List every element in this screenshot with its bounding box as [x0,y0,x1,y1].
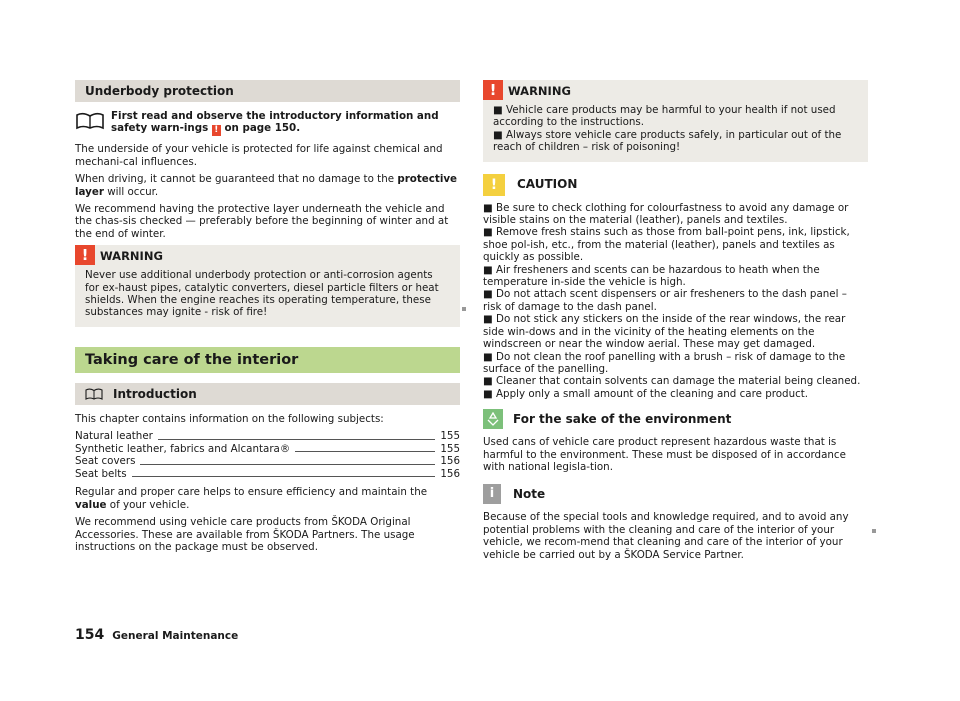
toc-item[interactable]: Natural leather 155 [75,430,460,443]
warning-item: ■ Always store vehicle care products safely, in particular out of the reach of children – risk of poisoning! [493,128,842,154]
toc-item[interactable]: Seat covers 156 [75,455,460,468]
environment-header [483,408,868,430]
read-first-page-ref[interactable]: on page 150. [224,122,301,135]
caution-item: ■ Be sure to check clothing for colourfastness to avoid any damage or visible stains on the material (leather), panels and textiles. [483,201,849,227]
note-header [483,483,868,505]
caution-item: ■ Do not stick any stickers on the inside of the rear windows, the rear side win-dows and in the vicinity of the heating elements on the windscreen or near the window aerial. These may get damaged. [483,313,846,351]
note-title: Note [513,487,546,502]
caution-icon: ! [483,174,505,196]
underbody-paragraph-2: When driving, it cannot be guaranteed that no damage to the protective layer will occur. [75,173,458,198]
warning-item: ■ Vehicle care products may be harmful to your health if not used according to the instructions. [493,104,836,129]
caution-item: ■ Do not clean the roof panelling with a brush – risk of damage to the surface of the panelling. [483,350,846,375]
chapter-title: Taking care of the interior [75,347,460,373]
intro-lead: This chapter contains information on the following subjects: [75,412,384,425]
caution-item: ■ Cleaner that contain solvents can damage the material being cleaned. [483,375,861,388]
warning-body: Never use additional underbody protection or anti-corrosion agents for ex-haust pipes, catalytic converters, diesel particle filters or heat shields. When the engine reaches its operating temperature, these substances may ignite - risk of fire! [85,269,439,319]
section-header-underbody: Underbody protection [75,80,460,102]
warning-box-underbody [75,245,460,327]
read-first-notice [75,110,460,136]
open-book-icon [75,110,111,136]
note-body: Because of the special tools and knowledge required, and to avoid any potential problems with the cleaning and care of the interior of your vehicle, we recom-mend that cleaning and care of the interior of your vehicle be carried out by a ŠKODA Service Partner. [483,511,849,561]
caution-list [483,202,868,401]
read-first-text: First read and observe the introductory information and safety warn-ings [111,110,439,135]
warning-body [483,102,868,162]
section-end-mark [462,307,466,311]
caution-title: CAUTION [517,177,578,192]
toc-item[interactable]: Seat belts 156 [75,467,460,480]
caution-item: ■ Air fresheners and scents can be hazardous to heath when the temperature in-side the vehicle is high. [483,263,820,289]
intro-paragraph-1: Regular and proper care helps to ensure efficiency and maintain the value of your vehicle. [75,486,428,511]
info-icon: i [483,484,501,504]
right-column [483,80,868,566]
page-footer [75,629,238,642]
page-number: 154 [75,627,105,643]
introduction-title: Introduction [113,386,197,401]
caution-item: ■ Remove fresh stains such as those from ball-point pens, ink, lipstick, shoe pol-ish, etc., from the material (leather), panels and textiles as quickly as possible. [483,226,850,264]
caution-header [483,174,868,196]
environment-body: Used cans of vehicle care product represent hazardous waste that is harmful to the environment. These must be disposed of in accordance with national legisla-tion. [483,436,846,473]
warning-icon: ! [75,245,95,265]
warning-title: WARNING [100,249,163,264]
footer-section-title: General Maintenance [112,630,239,642]
caution-item: ■ Do not attach scent dispensers or air fresheners to the dash panel – risk of damage to the dash panel. [483,288,847,313]
section-header-introduction [75,383,460,405]
warning-title: WARNING [508,84,571,98]
warning-box-care-products [483,80,868,162]
section-end-mark [872,529,876,533]
environment-title: For the sake of the environment [513,411,732,426]
underbody-paragraph-1: The underside of your vehicle is protected for life against chemical and mechani-cal influences. [75,143,443,168]
underbody-paragraph-3: We recommend having the protective layer underneath the vehicle and the chas-sis checked — preferably before the beginning of winter and at the end of winter. [75,203,449,240]
left-column [75,80,460,558]
warning-mark-icon: ! [212,125,221,136]
open-book-icon [85,388,103,400]
intro-paragraph-2: We recommend using vehicle care products from ŠKODA Original Accessories. These are available from ŠKODA Partners. The usage instructions on the package must be observed. [75,516,415,553]
recycle-icon [483,409,503,429]
table-of-contents [75,430,460,480]
caution-item: ■ Apply only a small amount of the cleaning and care product. [483,387,809,400]
toc-item[interactable]: Synthetic leather, fabrics and Alcantara® 155 [75,442,460,455]
warning-icon: ! [483,80,503,100]
